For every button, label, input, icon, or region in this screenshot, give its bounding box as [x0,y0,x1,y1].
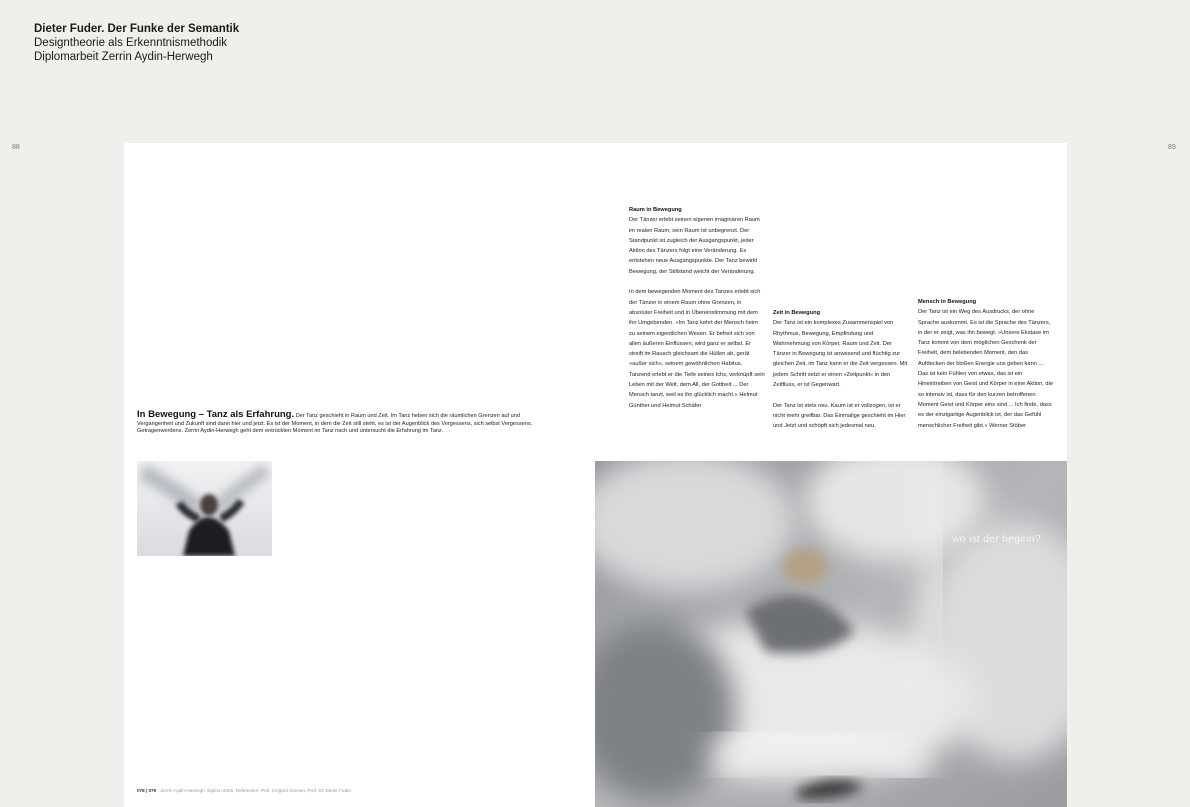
zeit-text-2: Der Tanz ist stets neu. Kaum ist er vollzogen, ist er nicht mehr greifbar. Das Einmalige geschieht im Hier und Jetzt und schöpft sich jedesmal neu. [773,402,906,430]
column-zeit [773,308,909,432]
mensch-text-1: Der Tanz ist ein Weg des Ausdrucks, der ohne Sprache auskommt. Es ist die Sprache des Tänzers, in der er zeigt, was ihn bewegt. »Unsere Ekstase im Tanz kommt von dem möglichen Geschenk der Freiheit, dem belebenden Moment, den das Aufdecken der bloßen Energie uns geben kann ... Das ist kein Fühlen von etwas, das ist ein Hineintreiben von Geist und Körper in eine Aktion, die so intensiv ist, dass für den kurzen betroffenen Moment Geist und Körper eins sind ... Ich finde, dass es der einzigartige Augenblick ist, der das Gefühl menschlicher Freiheit gibt.« Werner Stöber [918,309,1054,429]
page-number-right: 89 [1168,144,1176,151]
heading-zeit: Zeit in Bewegung [773,310,821,316]
column-raum [629,205,765,411]
intro-paragraph [137,411,547,436]
photo-overlay-text: wo ist der beginn? [952,533,1041,545]
raum-text-1: Der Tänzer erlebt seinen eigenen imaginären Raum im realen Raum, sein Raum ist unbegrenzt. Der Standpunkt ist zugleich der Ausgangspunkt, jeder Aktion des Tänzers folgt eine Veränderung. Es entstehen neue Ausgangspunkte. Der Tanz bewirkt Bewegung, der Stillstand weicht der Veränderung. [629,217,760,275]
footer-page-numbers: 078 | 079 [137,788,157,793]
dancer-thumbnail [137,461,272,556]
raum-text-2: In dem bewegenden Moment des Tanzes erlebt sich der Tänzer in einem Raum ohne Grenzen, in absoluter Freiheit und in Übereinstimmung mit dem ihn Umgebenden. »Im Tanz kehrt der Mensch heim zu seinem eigentlichen Wesen. Er befreit sich von allen äußeren Einflüssen, wird ganz er selbst. Er streift im Rausch gleichsam die Hüllen ab, gerät »außer sich«, seinem gewöhnlichen Habitus. Tanzend erlebt er die Tiefe seines Ichs, verknüpft sein Leben mit der Welt, dem All, der Gottheit ... Der Mensch tanzt, weil es ihn glücklich macht.« Helmut Günther und Helmut Schäfer [629,289,765,409]
page-spread [124,143,1067,807]
footer-credit [137,788,351,793]
heading-raum: Raum in Bewegung [629,207,682,213]
header-title: Dieter Fuder. Der Funke der Semantik [34,23,240,35]
column-mensch [918,297,1054,431]
zeit-text-1: Der Tanz ist ein komplexes Zusammenspiel von Rhythmus, Bewegung, Empfindung und Wahrnehmung von Körper, Raum und Zeit. Der Tänzer in Bewegung ist anwesend und flüchtig zur gleichen Zeit, im Tanz kann er die Zeit vergessen. Mit jedem Schritt setzt er einen »Zeitpunkt« in den Zeitfluss, er ist Gegenwart. [773,320,908,389]
dance-photograph [595,461,1067,807]
footer-credit-text: Zerrin Aydin-Herwegh, Diplom 2006, Referenten: Prof. Irmgard Sonnen, Prof. Dr. Dieter Fuder [160,788,352,793]
dance-photograph-image [595,461,1067,807]
intro-body: Der Tanz geschieht in Raum und Zeit. Im Tanz heben sich die räumlichen Grenzen auf und Vergangenheit und Zukunft sind dann hier und jetzt. Es ist der Moment, in dem die Zeit still steht, es ist der Augenblick des Vergessens, sich selbst Vergessens, Getragenwerdens. Zerrin Aydin-Herwegh geht dem entrückten Moment im Tanz nach und untersucht die Erfahrung im Tanz. [137,413,533,435]
header-subtitle: Designtheorie als Erkenntnismethodik [34,37,228,49]
dancer-thumbnail-image [137,461,272,556]
page-number-left: 88 [12,144,20,151]
heading-mensch: Mensch in Bewegung [918,299,977,305]
intro-heading: In Bewegung – Tanz als Erfahrung. [137,409,295,420]
header-author: Diplomarbeit Zerrin Aydin-Herwegh [34,51,213,63]
document-header [34,22,239,64]
